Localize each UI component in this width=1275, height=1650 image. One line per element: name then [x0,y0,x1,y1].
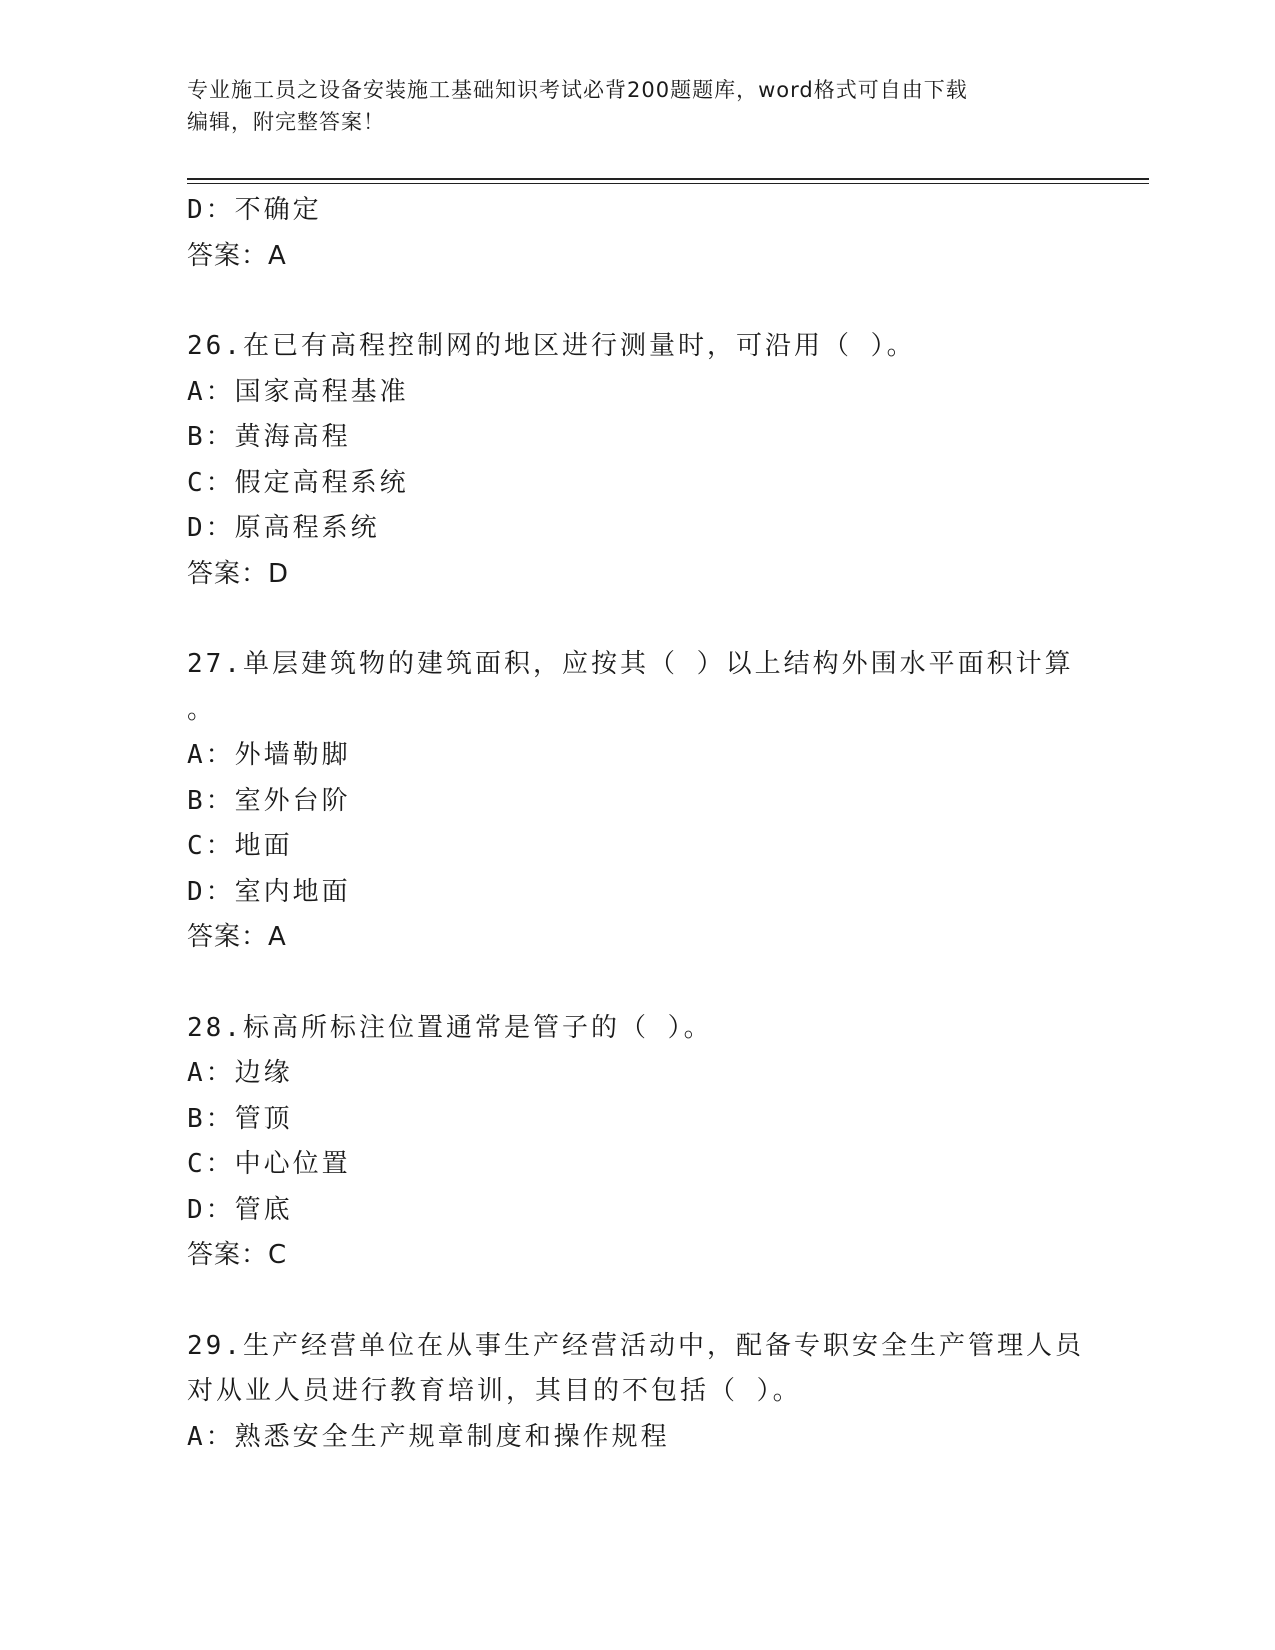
question-stem-line-1: 27.单层建筑物的建筑面积，应按其（ ）以上结构外围水平面积计算 [187,649,1074,679]
question-stem: 28.标高所标注位置通常是管子的（ ）。 [187,1012,713,1043]
prev-question-option-d: D：不确定 [187,195,322,225]
option-a: A：熟悉安全生产规章制度和操作规程 [187,1421,670,1452]
option-b: B：管顶 [187,1103,293,1134]
option-a: A：国家高程基准 [187,376,409,407]
question-stem-line-2: 对从业人员进行教育培训，其目的不包括（ ）。 [187,1376,802,1406]
header-title-line-1: 专业施工员之设备安装施工基础知识考试必背200题题库，word格式可自由下载 [187,78,968,102]
option-c: C：假定高程系统 [187,467,409,498]
option-c: C：中心位置 [187,1149,351,1179]
header-title-line-2: 编辑，附完整答案！ [187,110,385,134]
option-d: D：管底 [187,1194,293,1225]
question-list [187,188,1087,1460]
option-b: B：室外台阶 [187,785,351,816]
question-26 [187,324,1087,597]
document-header [187,74,1087,138]
question-answer: 答案：D [187,558,290,589]
option-a: A：边缘 [187,1058,293,1088]
spacer [187,961,1087,1006]
spacer [187,1279,1087,1324]
header-divider-thin [187,183,1149,184]
option-c: C：地面 [187,831,293,861]
spacer [187,279,1087,324]
option-a: A：外墙勒脚 [187,740,351,770]
question-answer: 答案：C [187,1240,288,1270]
spacer [187,597,1087,642]
question-stem: 26.在已有高程控制网的地区进行测量时，可沿用（ ）。 [187,331,916,361]
prev-question-answer: 答案：A [187,240,287,271]
option-d: D：室内地面 [187,876,351,907]
question-stem-line-2: 。 [187,694,217,725]
question-27 [187,642,1087,961]
question-28 [187,1006,1087,1279]
question-stem-line-1: 29.生产经营单位在从事生产经营活动中，配备专职安全生产管理人员 [187,1330,1084,1361]
question-29 [187,1324,1087,1461]
option-b: B：黄海高程 [187,422,351,452]
question-answer: 答案：A [187,922,287,952]
option-d: D：原高程系统 [187,513,380,543]
header-divider-thick [187,178,1149,180]
